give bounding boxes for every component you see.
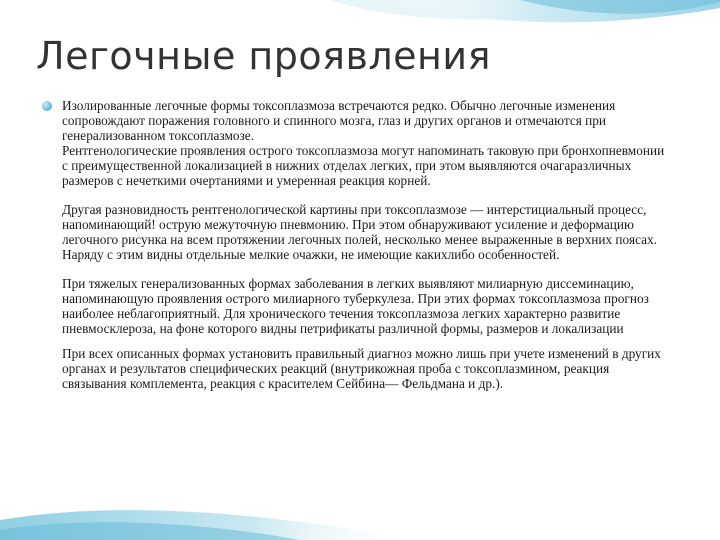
paragraph-1: Изолированные легочные формы токсоплазмоза встречаются редко. Обычно легочные изменения сопровождают поражения головного и спинного мозга, глаз и других органов и отмечаются при генерализованном токсоплазмозе.	[62, 98, 616, 143]
paragraph-3: Другая разновидность рентгенологической картины при токсоплазмозе — интерстициальный процесс, напоминающий! острую межуточную пневмонию. При этом обнаруживают усиление и деформацию легочного рисунка на всем протяжении легочных полей, несколько менее выраженные в верхних поясах. Наряду с этим видны отдельные мелкие очажки, не имеющие какихлибо особенностей.	[62, 202, 658, 262]
paragraph-4: При тяжелых генерализованных формах заболевания в легких выявляют милиарную диссеминацию, напоминающую проявления острого милиарного туберкулеза. При этих формах токсоплазмоза прогноз наиболее неблагоприятный. Для хронического течения токсоплазмоза легких характерно развитие пневмосклероза, на фоне которого видны петрификаты различной формы, размеров и локализации	[62, 276, 649, 336]
bullet-dot-icon	[42, 101, 52, 111]
paragraph-2: Рентгенологические проявления острого токсоплазмоза могут напоминать таковую при бронхопневмонии с преимущественной локализацией в нижних отделах легких, при этом выявляются очагаразличных размеров с нечеткими очертаниями и умеренная реакция корней.	[62, 143, 665, 188]
slide-title: Легочные проявления	[36, 34, 491, 78]
slide-content	[42, 98, 672, 391]
bullet-body	[62, 98, 672, 391]
paragraph-5: При всех описанных формах установить правильный диагноз можно лишь при учете изменений в других органах и результатов специфических реакций (внутрикожная проба с токсоплазмином, реакция связывания комплемента, реакция с красителем Сейбина— Фельдмана и др.).	[62, 346, 661, 391]
bullet-item	[42, 98, 672, 391]
